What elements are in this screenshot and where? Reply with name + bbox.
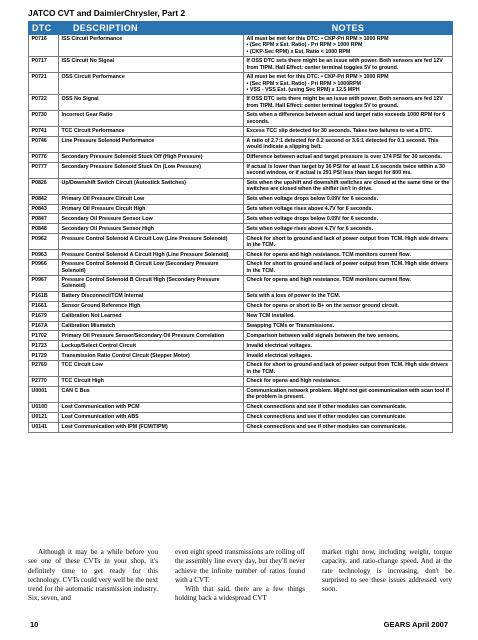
dtc-code: U0001 bbox=[29, 386, 59, 402]
dtc-notes bbox=[244, 194, 453, 204]
dtc-description: Pressure Control Solenoid A Circuit Low (Line Pressure Solenoid) bbox=[59, 234, 244, 250]
notes-line: Difference between actual and target pressure is over 174 PSI for 30 seconds. bbox=[246, 154, 442, 161]
dtc-description: CAN C Bus bbox=[59, 386, 244, 402]
dtc-code: P0721 bbox=[29, 73, 59, 95]
dtc-notes bbox=[244, 35, 453, 57]
table-row bbox=[29, 351, 453, 361]
dtc-description: Primary Oil Pressure Circuit Low bbox=[59, 194, 244, 204]
dtc-notes bbox=[244, 178, 453, 194]
dtc-code: P0776 bbox=[29, 152, 59, 162]
notes-line: If OSS DTC sets there might be an issue with power. Both sensors are fed 12V from TIPM. Hall Effect: center terminal toggles 5V to ground. bbox=[246, 96, 443, 109]
notes-line: New TCM installed. bbox=[246, 313, 295, 320]
dtc-description: OSS Circuit Performance bbox=[59, 73, 244, 95]
dtc-description: Incorrect Gear Ratio bbox=[59, 111, 244, 127]
dtc-notes bbox=[244, 351, 453, 361]
table-row bbox=[29, 331, 453, 341]
table-row bbox=[29, 111, 453, 127]
dtc-code: P0717 bbox=[29, 57, 59, 73]
table-row bbox=[29, 224, 453, 234]
dtc-description: TCC Circuit High bbox=[59, 377, 244, 387]
table-row bbox=[29, 95, 453, 111]
notes-line: Check for opens and high resistance. TCM monitors current flow. bbox=[246, 277, 411, 284]
notes-line: Sets when voltage rises above 4.7V for 6 seconds. bbox=[246, 225, 374, 232]
table-row bbox=[29, 250, 453, 260]
dtc-description: Pressure Control Solenoid B Circuit Low (Secondary Pressure Solenoid) bbox=[59, 260, 244, 276]
dtc-notes bbox=[244, 95, 453, 111]
dtc-description: Battery Disconnect/TCM Internal bbox=[59, 291, 244, 301]
notes-line: Check for short to ground and lack of power output from TCM. High side drivers in the TCM. bbox=[246, 362, 449, 375]
notes-line: Communication network problem. Might not get communication with scan tool if the problem is present. bbox=[246, 388, 449, 401]
dtc-code: P0967 bbox=[29, 276, 59, 292]
table-row bbox=[29, 386, 453, 402]
notes-line: Sets when the upshift and downshift switches are closed at the same time or the switches are closed when the shifter isn't in drive. bbox=[246, 180, 450, 193]
dtc-notes bbox=[244, 57, 453, 73]
dtc-table bbox=[28, 21, 453, 433]
dtc-notes bbox=[244, 361, 453, 377]
dtc-notes bbox=[244, 276, 453, 292]
dtc-code: P0963 bbox=[29, 250, 59, 260]
dtc-notes bbox=[244, 250, 453, 260]
table-row bbox=[29, 341, 453, 351]
table-row bbox=[29, 291, 453, 301]
dtc-notes bbox=[244, 111, 453, 127]
notes-line: Sets when voltage drops below 0.09V for 6 seconds. bbox=[246, 196, 379, 203]
table-row bbox=[29, 412, 453, 422]
dtc-description: Calibration Not Learned bbox=[59, 311, 244, 321]
notes-line: Swapping TCMs or Transmissions. bbox=[246, 322, 335, 329]
dtc-notes bbox=[244, 152, 453, 162]
notes-line: • (CKP-Sec RPM) x Est. Ratio < 1000 RPM bbox=[246, 48, 351, 55]
dtc-notes bbox=[244, 214, 453, 224]
table-row bbox=[29, 57, 453, 73]
notes-line: All must be met for this DTC: • CKP-Pri RPM > 1000 RPM bbox=[246, 36, 389, 43]
dtc-description: OSS No Signal bbox=[59, 95, 244, 111]
notes-line: Invalid electrical voltages. bbox=[246, 342, 313, 349]
dtc-notes bbox=[244, 331, 453, 341]
notes-line: Check for short to ground and lack of power output from TCM. High side drivers in the TCM. bbox=[246, 261, 449, 274]
notes-line: Check connections and see if other modules can communicate. bbox=[246, 404, 407, 411]
article-column-2 bbox=[175, 548, 305, 604]
dtc-code: P1702 bbox=[29, 331, 59, 341]
notes-line: All must be met for this DTC: • CKP-Pri RPM > 1000 RPM bbox=[246, 74, 389, 81]
dtc-notes bbox=[244, 127, 453, 137]
dtc-description: Primary Oil Pressure Sensor/Secondary Oil Pressure Correlation bbox=[59, 331, 244, 341]
dtc-description: Secondary Pressure Solenoid Stuck On (Low Pressure) bbox=[59, 162, 244, 178]
dtc-notes bbox=[244, 260, 453, 276]
table-row bbox=[29, 35, 453, 57]
table-row bbox=[29, 321, 453, 331]
dtc-notes bbox=[244, 311, 453, 321]
dtc-code: P1679 bbox=[29, 311, 59, 321]
dtc-code: P0730 bbox=[29, 111, 59, 127]
notes-line: Check for opens and high resistance. TCM monitors current flow. bbox=[246, 251, 411, 258]
table-row bbox=[29, 301, 453, 311]
dtc-code: P0722 bbox=[29, 95, 59, 111]
dtc-code: P0843 bbox=[29, 204, 59, 214]
table-row bbox=[29, 260, 453, 276]
notes-line: • (Sec RPM x Est. Ratio) - Pri RPM > 1000RPM bbox=[246, 80, 361, 87]
table-row bbox=[29, 377, 453, 387]
notes-line: If actual is lower than target by 36 PSI for at least 1.6 seconds twice within a 30 second window, or if actual is 291 PSI less than target for 800 ms. bbox=[246, 164, 445, 177]
dtc-code: P0746 bbox=[29, 136, 59, 152]
dtc-code: P0848 bbox=[29, 224, 59, 234]
dtc-code: P161B bbox=[29, 291, 59, 301]
dtc-notes bbox=[244, 377, 453, 387]
dtc-code: P0777 bbox=[29, 162, 59, 178]
notes-line: Sets with a loss of power to the TCM. bbox=[246, 293, 341, 300]
dtc-notes bbox=[244, 402, 453, 412]
dtc-notes bbox=[244, 73, 453, 95]
table-row bbox=[29, 194, 453, 204]
dtc-description: Secondary Oil Pressure Sensor High bbox=[59, 224, 244, 234]
notes-line: Comparison between valid signals between the two sensors. bbox=[246, 332, 400, 339]
dtc-notes bbox=[244, 412, 453, 422]
dtc-code: P2769 bbox=[29, 361, 59, 377]
dtc-notes bbox=[244, 162, 453, 178]
dtc-code: P0842 bbox=[29, 194, 59, 204]
dtc-code: P1723 bbox=[29, 341, 59, 351]
dtc-code: P1661 bbox=[29, 301, 59, 311]
notes-line: If OSS DTC sets there might be an issue with power. Both sensors are fed 12V from TIPM. Hall Effect: center terminal toggles 5V to ground. bbox=[246, 58, 443, 71]
dtc-code: U0100 bbox=[29, 402, 59, 412]
dtc-description: Primary Oil Pressure Circuit High bbox=[59, 204, 244, 214]
dtc-description: Lost Communication with PCM bbox=[59, 402, 244, 412]
running-title: JATCO CVT and DaimlerChrysler, Part 2 bbox=[28, 8, 186, 18]
dtc-description: Line Pressure Solenoid Performance bbox=[59, 136, 244, 152]
table-row bbox=[29, 162, 453, 178]
table-row bbox=[29, 422, 453, 432]
dtc-code: U0141 bbox=[29, 422, 59, 432]
dtc-notes bbox=[244, 341, 453, 351]
dtc-code: U0121 bbox=[29, 412, 59, 422]
notes-line: • VSS - VSS Est. (using Sec RPM) ≥ 12.5 MPH bbox=[246, 86, 360, 93]
notes-line: • (Sec RPM x Est. Ratio) - Pri RPM > 1000 RPM bbox=[246, 42, 363, 49]
column-header-description: DESCRIPTION bbox=[59, 22, 244, 35]
dtc-description: TCC Circuit Low bbox=[59, 361, 244, 377]
dtc-notes bbox=[244, 224, 453, 234]
dtc-code: P0847 bbox=[29, 214, 59, 224]
dtc-code: P0962 bbox=[29, 234, 59, 250]
notes-line: Excess TCC slip detected for 30 seconds. Takes two failures to set a DTC. bbox=[246, 128, 433, 135]
table-row bbox=[29, 402, 453, 412]
notes-line: Check connections and see if other modules can communicate. bbox=[246, 424, 407, 431]
table-row bbox=[29, 276, 453, 292]
notes-line: Sets when a difference between actual and target ratio exceeds 1000 RPM for 6 seconds. bbox=[246, 112, 446, 125]
dtc-code: P0966 bbox=[29, 260, 59, 276]
dtc-description: Calibration Mismatch bbox=[59, 321, 244, 331]
table-row bbox=[29, 361, 453, 377]
dtc-notes bbox=[244, 136, 453, 152]
column-header-notes: NOTES bbox=[244, 22, 453, 35]
table-row bbox=[29, 311, 453, 321]
dtc-code: P167A bbox=[29, 321, 59, 331]
table-row bbox=[29, 152, 453, 162]
dtc-description: ISS Circuit Performance bbox=[59, 35, 244, 57]
table-header-row bbox=[29, 22, 453, 35]
notes-line: Check connections and see if other modules can communicate. bbox=[246, 414, 407, 421]
dtc-description: Lockup/Select Control Circuit bbox=[59, 341, 244, 351]
article-column-2-para-1: even eight speed transmissions are rolling off the assembly line every day, but they'll never achieve the infinite number of ratios found with a CVT. bbox=[175, 548, 305, 584]
dtc-description: Lost Communication with IPM (FCM/TIPM) bbox=[59, 422, 244, 432]
dtc-code: P0826 bbox=[29, 178, 59, 194]
notes-line: Check for opens and high resistance. bbox=[246, 378, 341, 385]
dtc-notes bbox=[244, 301, 453, 311]
dtc-notes bbox=[244, 234, 453, 250]
table-row bbox=[29, 73, 453, 95]
dtc-description: ISS Circuit No Signal bbox=[59, 57, 244, 73]
dtc-description: Lost Communication with ABS bbox=[59, 412, 244, 422]
page-number: 10 bbox=[30, 620, 39, 629]
dtc-notes bbox=[244, 422, 453, 432]
dtc-code: P1729 bbox=[29, 351, 59, 361]
article-column-3: market right now, including weight, torque capacity, and ratio-change speed. And at the rate technology is increasing, don't be surprised to see these issues addressed very soon. bbox=[322, 548, 452, 594]
dtc-code: P0741 bbox=[29, 127, 59, 137]
table-body bbox=[29, 35, 453, 433]
dtc-description: TCC Circuit Performance bbox=[59, 127, 244, 137]
article-column-1: Although it may be a while before you see one of these CVTs in your shop, it's definitely time to get ready for this technology. CVTs could very well be the next trend for the automatic transmission industry. Six, seven, and bbox=[28, 548, 158, 603]
table-row bbox=[29, 214, 453, 224]
table-row bbox=[29, 136, 453, 152]
table-row bbox=[29, 178, 453, 194]
dtc-description: Up/Downshift Switch Circuit (Autostick Switches) bbox=[59, 178, 244, 194]
dtc-notes bbox=[244, 291, 453, 301]
notes-line: Sets when voltage rises above 4.7V for 6 seconds. bbox=[246, 205, 374, 212]
dtc-description: Secondary Pressure Solenoid Stuck Off (High Pressure) bbox=[59, 152, 244, 162]
dtc-description: Sensor Ground Reference High bbox=[59, 301, 244, 311]
dtc-code: P2770 bbox=[29, 377, 59, 387]
dtc-description: Pressure Control Solenoid A Circuit High (Line Pressure Solenoid) bbox=[59, 250, 244, 260]
dtc-table-container bbox=[28, 21, 452, 433]
table-row bbox=[29, 127, 453, 137]
notes-line: A ratio of 2.7:1 detected for 0.2 second or 3.6:1 detected for 0.1 second. This would indicate a slipping belt. bbox=[246, 138, 439, 151]
dtc-notes bbox=[244, 386, 453, 402]
column-header-dtc: DTC bbox=[29, 22, 59, 35]
article-columns bbox=[28, 548, 452, 604]
dtc-notes bbox=[244, 321, 453, 331]
dtc-notes bbox=[244, 204, 453, 214]
notes-line: Check for opens or short to B+ on the sensor ground circuit. bbox=[246, 303, 400, 310]
dtc-code: P0716 bbox=[29, 35, 59, 57]
dtc-description: Pressure Control Solenoid B Circuit High (Secondary Pressure Solenoid) bbox=[59, 276, 244, 292]
notes-line: Check for short to ground and lack of power output from TCM. High side drivers in the TCM. bbox=[246, 235, 449, 248]
article-column-2-para-2: With that said, there are a few things holding back a widespread CVT bbox=[175, 585, 305, 603]
table-row bbox=[29, 204, 453, 214]
notes-line: Invalid electrical voltages. bbox=[246, 352, 313, 359]
dtc-description: Transmission Ratio Control Circuit (Stepper Motor) bbox=[59, 351, 244, 361]
publication-footer: GEARS April 2007 bbox=[383, 620, 448, 629]
table-row bbox=[29, 234, 453, 250]
dtc-description: Secondary Oil Pressure Sensor Low bbox=[59, 214, 244, 224]
notes-line: Sets when voltage drops below 0.09V for 6 seconds. bbox=[246, 215, 379, 222]
